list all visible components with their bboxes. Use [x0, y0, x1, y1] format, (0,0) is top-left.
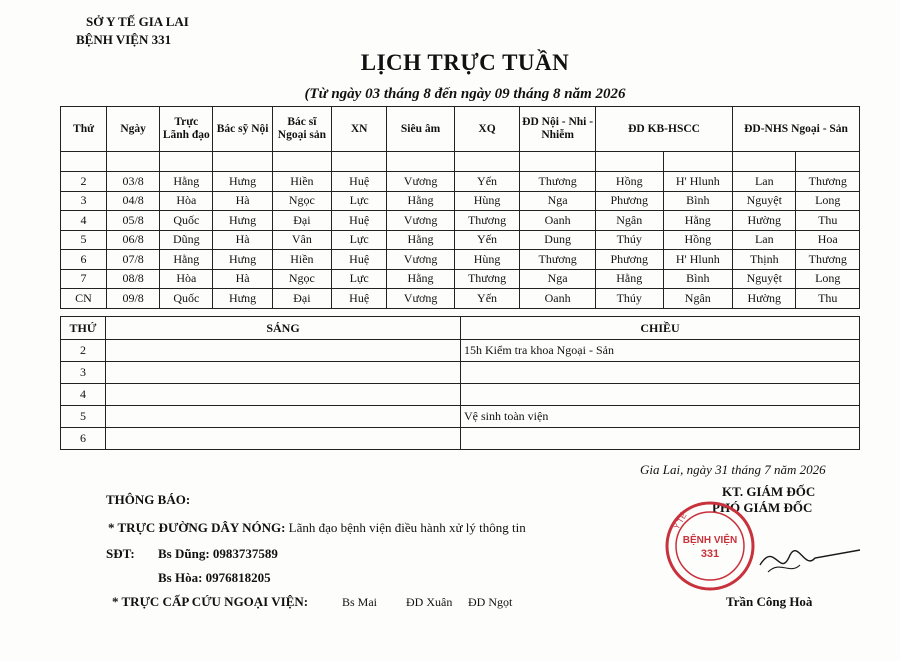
table-cell: CN: [61, 289, 107, 309]
col-header-dd-noi-nhi-nhiem: ĐD Nội - Nhi - Nhiễm: [520, 107, 596, 152]
table-cell: Lan: [733, 230, 796, 250]
signature: [720, 510, 870, 600]
table-cell: Hường: [733, 289, 796, 309]
table-cell: Thu: [796, 211, 860, 231]
table-cell: Hà: [213, 191, 272, 211]
table-cell: Hòa: [160, 191, 213, 211]
table-cell: 3: [61, 191, 107, 211]
table-row: [61, 289, 860, 309]
col-header-afternoon: CHIỀU: [461, 317, 860, 340]
afternoon-cell: 15h Kiểm tra khoa Ngoại - Sản: [461, 340, 860, 362]
signer-title-1: KT. GIÁM ĐỐC: [722, 484, 816, 499]
table-cell: Nga: [520, 191, 596, 211]
table-cell: 08/8: [107, 269, 160, 289]
table-cell: H' Hlunh: [663, 172, 733, 192]
weekly-activity-body: [61, 340, 860, 450]
col-header-dd-kb-hscc: ĐD KB-HSCC: [595, 107, 732, 152]
table-cell: Ngọc: [272, 269, 331, 289]
col-header-weekday: THỨ: [61, 317, 106, 340]
table-spacer-row: [61, 152, 860, 172]
table-cell: Hiền: [272, 250, 331, 270]
table-cell: Hằng: [160, 250, 213, 270]
table-cell: Ngọc: [272, 191, 331, 211]
table-cell: 05/8: [107, 211, 160, 231]
table-cell: Yến: [454, 230, 519, 250]
table-row: [61, 191, 860, 211]
table-cell: Lực: [332, 269, 387, 289]
phone-1: Bs Dũng: 0983737589: [158, 546, 278, 561]
col-header-truc-lanh-dao: Trực Lãnh đạo: [160, 107, 213, 152]
morning-cell: [106, 428, 461, 450]
weekday-cell: 3: [61, 362, 106, 384]
emergency-staff-2: ĐD Xuân: [406, 595, 453, 609]
phone-2: Bs Hòa: 0976818205: [158, 570, 271, 585]
weekday-cell: 4: [61, 384, 106, 406]
table-cell: Huệ: [332, 289, 387, 309]
table-cell: Yến: [454, 172, 519, 192]
table-cell: Bình: [663, 191, 733, 211]
table-cell: Đại: [272, 211, 331, 231]
table-cell: 2: [61, 172, 107, 192]
morning-cell: [106, 406, 461, 428]
table-cell: Huệ: [332, 250, 387, 270]
table-cell: Yến: [454, 289, 519, 309]
table-cell: Thu: [796, 289, 860, 309]
table-cell: Hằng: [387, 269, 455, 289]
table-cell: Hồng: [663, 230, 733, 250]
table-cell: Hiền: [272, 172, 331, 192]
table-cell: Hằng: [160, 172, 213, 192]
list-item: [61, 340, 860, 362]
table-cell: Thương: [454, 269, 519, 289]
table-cell: Thúy: [595, 289, 663, 309]
table-cell: Quốc: [160, 211, 213, 231]
morning-cell: [106, 384, 461, 406]
table-cell: 6: [61, 250, 107, 270]
table-cell: Hoa: [796, 230, 860, 250]
table-cell: Hòa: [160, 269, 213, 289]
table-cell: Ngân: [663, 289, 733, 309]
org-line-2: BỆNH VIỆN 331: [76, 32, 172, 47]
page-subtitle: (Từ ngày 03 tháng 8 đến ngày 09 tháng 8 năm 2026: [304, 86, 626, 102]
table-cell: Oanh: [520, 289, 596, 309]
table-cell: Thương: [520, 250, 596, 270]
morning-cell: [106, 340, 461, 362]
svg-text:331: 331: [700, 548, 720, 560]
table-cell: Hằng: [595, 269, 663, 289]
table-cell: Lan: [733, 172, 796, 192]
morning-cell: [106, 362, 461, 384]
table-cell: Nguyệt: [733, 269, 796, 289]
col-header-sieu-am: Siêu âm: [387, 107, 455, 152]
table-cell: 03/8: [107, 172, 160, 192]
emergency-label: * TRỰC CẤP CỨU NGOẠI VIỆN:: [112, 594, 309, 609]
hotline-text: Lãnh đạo bệnh viện điều hành xử lý thông tin: [288, 520, 526, 535]
table-cell: 09/8: [107, 289, 160, 309]
svg-text:BỆNH VIỆN: BỆNH VIỆN: [682, 535, 738, 546]
table-row: [61, 172, 860, 192]
weekday-cell: 6: [61, 428, 106, 450]
afternoon-cell: [461, 384, 860, 406]
signer-name: Trần Công Hoà: [726, 594, 813, 609]
table-cell: Phương: [595, 250, 663, 270]
table-cell: Hồng: [595, 172, 663, 192]
table-cell: Lực: [332, 191, 387, 211]
weekday-cell: 5: [61, 406, 106, 428]
emergency-staff-3: ĐD Ngọt: [468, 595, 513, 609]
list-item: [61, 428, 860, 450]
table-cell: H' Hlunh: [663, 250, 733, 270]
table-cell: Thương: [520, 172, 596, 192]
table-cell: Vương: [387, 211, 455, 231]
weekly-activity-table: [60, 316, 860, 450]
table-cell: Ngân: [595, 211, 663, 231]
table-row: [61, 250, 860, 270]
table-cell: 04/8: [107, 191, 160, 211]
table-cell: Vương: [387, 289, 455, 309]
col-header-xn: XN: [332, 107, 387, 152]
table-cell: Hưng: [213, 172, 272, 192]
list-item: [61, 362, 860, 384]
page-title: LỊCH TRỰC TUẦN: [360, 50, 570, 75]
svg-text:Y TẾ: Y TẾ: [671, 511, 689, 531]
table-cell: Bình: [663, 269, 733, 289]
afternoon-cell: [461, 428, 860, 450]
col-header-dd-nhs-ngoai-san: ĐD-NHS Ngoại - Sản: [733, 107, 860, 152]
signer-title-2: PHÓ GIÁM ĐỐC: [712, 500, 813, 515]
table-row: [61, 269, 860, 289]
table-cell: Huệ: [332, 172, 387, 192]
table-cell: Hà: [213, 269, 272, 289]
table-cell: Thúy: [595, 230, 663, 250]
table-cell: Hằng: [663, 211, 733, 231]
table-cell: Long: [796, 269, 860, 289]
list-item: [61, 384, 860, 406]
org-line-1: SỞ Y TẾ GIA LAI: [86, 14, 189, 29]
afternoon-cell: Vệ sinh toàn viện: [461, 406, 860, 428]
table-cell: Vương: [387, 172, 455, 192]
table-cell: Hằng: [387, 230, 455, 250]
table-cell: Phương: [595, 191, 663, 211]
table-cell: Long: [796, 191, 860, 211]
weekday-cell: 2: [61, 340, 106, 362]
col-header-bac-sy-noi: Bác sỹ Nội: [213, 107, 272, 152]
afternoon-cell: [461, 362, 860, 384]
table-cell: Hưng: [213, 250, 272, 270]
table-cell: Dũng: [160, 230, 213, 250]
table-cell: Hùng: [454, 191, 519, 211]
table-cell: 5: [61, 230, 107, 250]
table-cell: Hà: [213, 230, 272, 250]
notice-title: THÔNG BÁO:: [106, 492, 191, 507]
duty-schedule-table: [60, 106, 860, 309]
table-cell: Huệ: [332, 211, 387, 231]
table-cell: Hùng: [454, 250, 519, 270]
col-header-ngay: Ngày: [107, 107, 160, 152]
table-cell: Dung: [520, 230, 596, 250]
table-cell: Thương: [454, 211, 519, 231]
table-cell: Hường: [733, 211, 796, 231]
list-item: [61, 406, 860, 428]
hotline-line: [108, 520, 526, 536]
col-header-thu: Thứ: [61, 107, 107, 152]
table-cell: 7: [61, 269, 107, 289]
table-cell: Hưng: [213, 211, 272, 231]
place-date: Gia Lai, ngày 31 tháng 7 năm 2026: [640, 462, 826, 477]
phone-label: SĐT:: [106, 546, 135, 561]
table-cell: Thương: [796, 250, 860, 270]
table-cell: Thịnh: [733, 250, 796, 270]
table-cell: Quốc: [160, 289, 213, 309]
table-cell: Lực: [332, 230, 387, 250]
table-cell: Hưng: [213, 289, 272, 309]
hotline-label: * TRỰC ĐƯỜNG DÂY NÓNG:: [108, 520, 286, 535]
duty-schedule-body: [61, 172, 860, 309]
table-cell: Nguyệt: [733, 191, 796, 211]
table-cell: Oanh: [520, 211, 596, 231]
table-cell: Vương: [387, 250, 455, 270]
table-cell: Đại: [272, 289, 331, 309]
col-header-morning: SÁNG: [106, 317, 461, 340]
table-row: [61, 211, 860, 231]
table-cell: 4: [61, 211, 107, 231]
table-cell: Vân: [272, 230, 331, 250]
table-cell: Thương: [796, 172, 860, 192]
table-cell: Nga: [520, 269, 596, 289]
table-cell: 06/8: [107, 230, 160, 250]
col-header-xq: XQ: [454, 107, 519, 152]
table-row: [61, 230, 860, 250]
emergency-staff-1: Bs Mai: [342, 595, 378, 609]
table-cell: 07/8: [107, 250, 160, 270]
table-cell: Hằng: [387, 191, 455, 211]
col-header-bac-si-ngoai-san: Bác sĩ Ngoại sản: [272, 107, 331, 152]
